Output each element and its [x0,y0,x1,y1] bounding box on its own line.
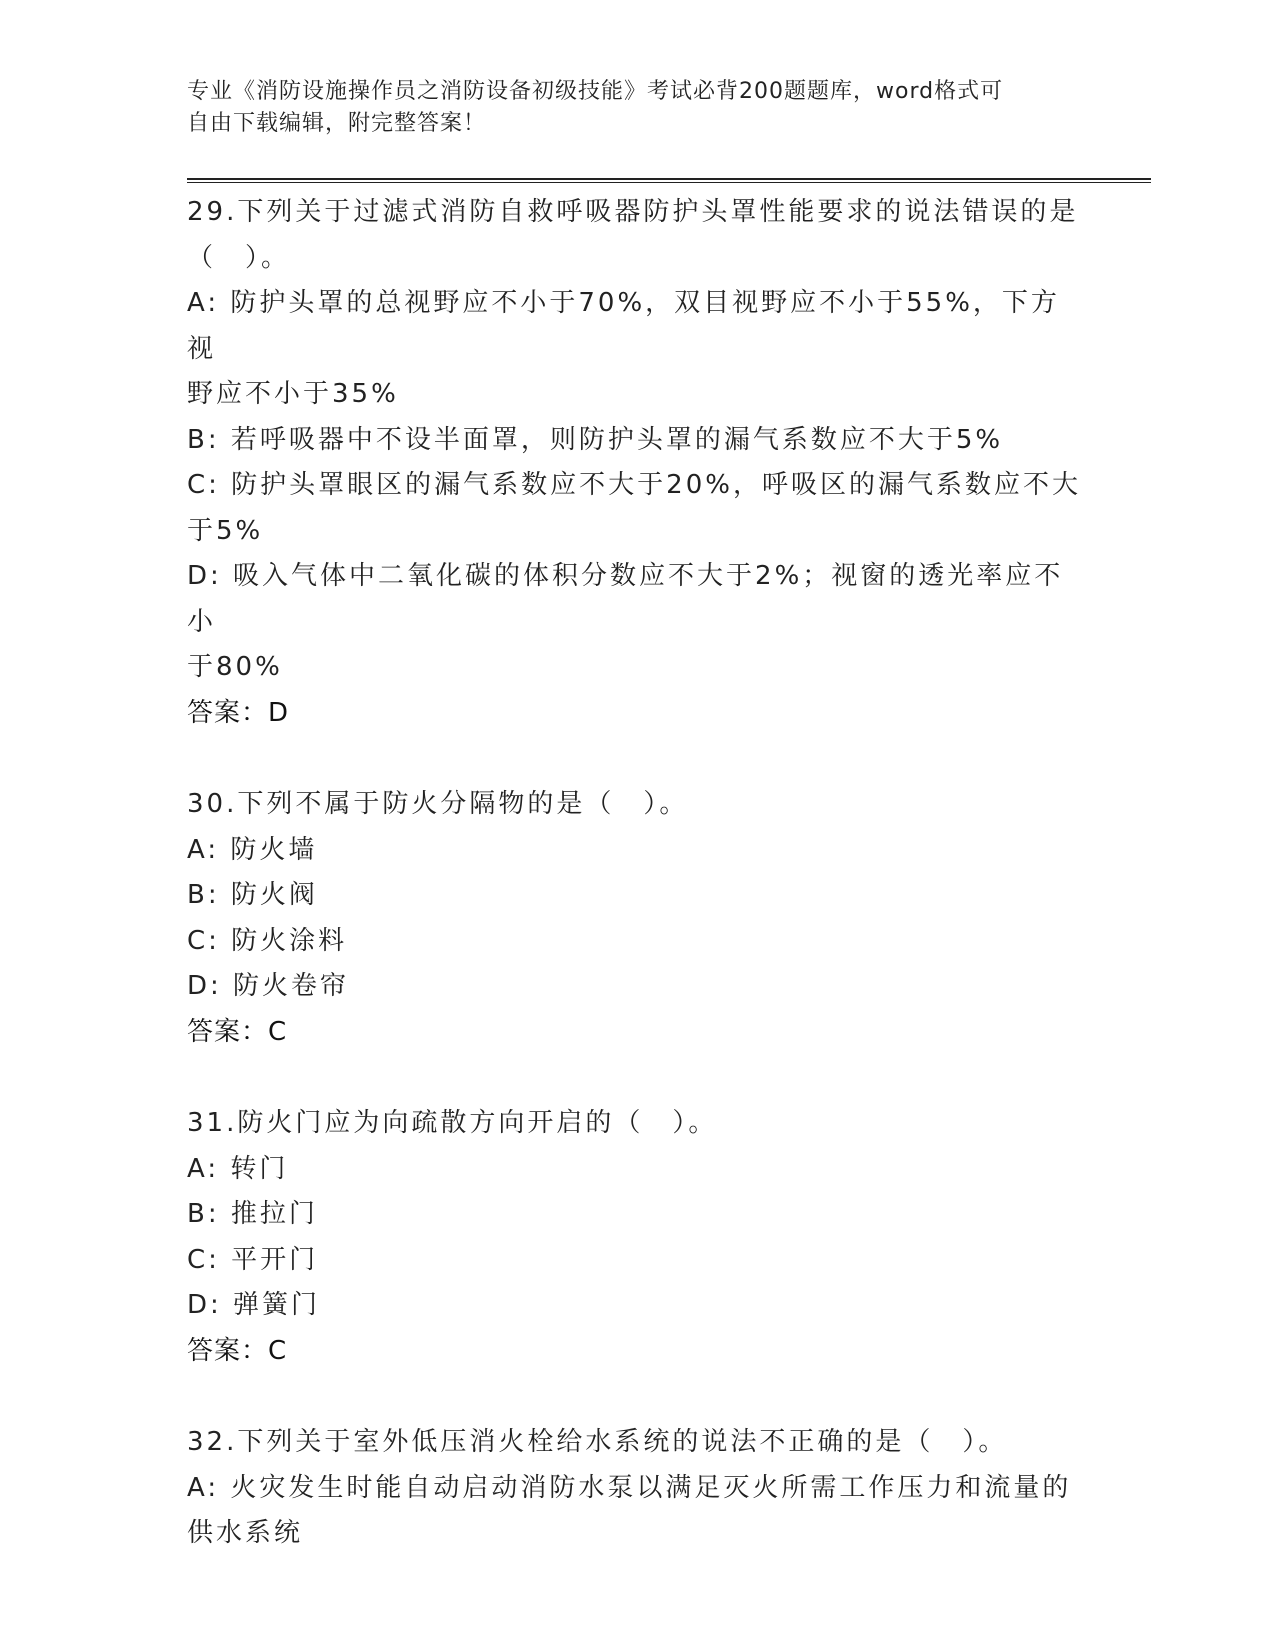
option-b: B: 推拉门 [187,1199,318,1229]
option-a: A: 防护头罩的总视野应不小于70%，双目视野应不小于55%，下方视 [187,288,1060,364]
question-stem: 30.下列不属于防火分隔物的是（ ）。 [187,789,689,819]
option-c: C: 防火涂料 [187,925,348,956]
question-spacer [187,736,1087,782]
option-a: A: 转门 [187,1153,289,1184]
answer-line: 答案：D [187,697,290,728]
option-c: C: 平开门 [187,1244,319,1275]
answer-line: 答案：C [187,1016,288,1047]
option-c: 于5% [187,515,264,546]
header-line-2: 自由下载编辑，附完整答案！ [187,111,487,136]
header-line-1: 专业《消防设施操作员之消防设备初级技能》考试必背200题题库，word格式可 [187,79,1004,104]
option-a: 供水系统 [187,1518,304,1548]
question-stem: 32.下列关于室外低压消火栓给水系统的说法不正确的是（ ）。 [187,1427,1008,1457]
option-a: A: 火灾发生时能自动启动消防水泵以满足灭火所需工作压力和流量的 [187,1472,1072,1503]
option-a: A: 防火墙 [187,834,318,865]
option-d: D: 弹簧门 [187,1290,321,1320]
question-32 [187,1420,1087,1557]
option-d: D: 吸入气体中二氧化碳的体积分数应不大于2%；视窗的透光率应不小 [187,561,1064,637]
option-c: C: 防护头罩眼区的漏气系数应不大于20%，呼吸区的漏气系数应不大 [187,470,1081,500]
header-divider [187,178,1151,183]
answer-line: 答案：C [187,1335,288,1366]
option-b: B: 若呼吸器中不设半面罩，则防护头罩的漏气系数应不大于5% [187,424,1004,455]
question-stem: （ ）。 [187,242,291,273]
question-spacer [187,1374,1087,1420]
question-30 [187,782,1087,1055]
option-d: D: 防火卷帘 [187,971,350,1001]
option-a: 野应不小于35% [187,379,399,409]
question-29 [187,190,1087,736]
question-spacer [187,1055,1087,1101]
option-b: B: 防火阀 [187,880,318,910]
option-d: 于80% [187,652,283,682]
document-header [187,76,1087,140]
question-31 [187,1101,1087,1374]
question-stem: 31.防火门应为向疏散方向开启的（ ）。 [187,1108,718,1138]
question-stem: 29.下列关于过滤式消防自救呼吸器防护头罩性能要求的说法错误的是 [187,197,1079,227]
question-list [187,190,1087,1557]
